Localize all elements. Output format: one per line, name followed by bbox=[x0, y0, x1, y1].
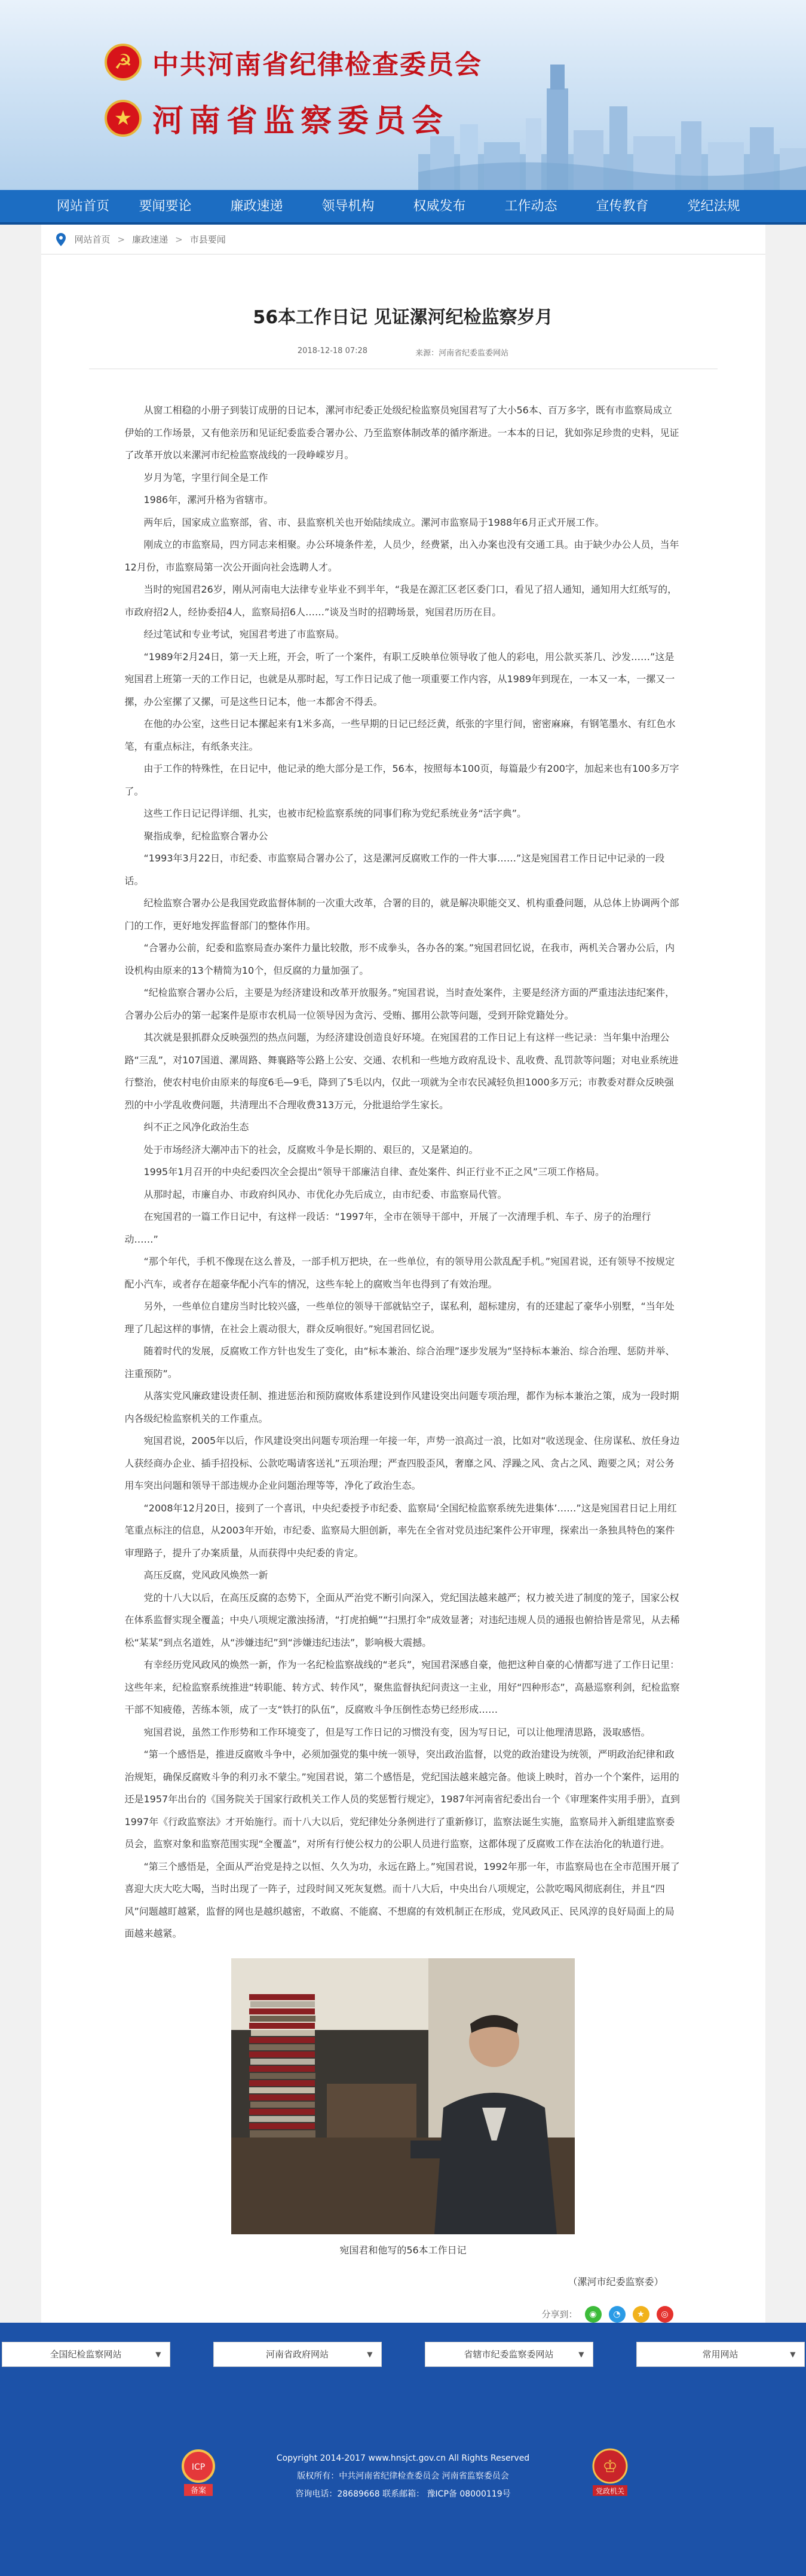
breadcrumb-separator: > bbox=[117, 234, 125, 245]
nav-item-regulations[interactable]: 党纪法规 bbox=[687, 199, 740, 214]
breadcrumb-home[interactable]: 网站首页 bbox=[74, 234, 111, 245]
location-pin-icon bbox=[56, 233, 66, 246]
nav-item-express[interactable]: 廉政速递 bbox=[230, 199, 283, 214]
svg-text:ICP: ICP bbox=[191, 2462, 206, 2472]
article-paragraph: “1989年2月24日，第一天上班，开会，听了一个案件，有职工反映单位领导收了他人的彩电，用公款买茶几、沙发……”这是宛国君上班第一天的工作日记，也就是从那时起，写工作日记成了他一项重要工作内容，从1989年到现在，一本又一本，一摞又一摞，办公室摞了又摞，可是这些日记本，他一本都舍不得丢。 bbox=[124, 651, 675, 707]
article-paragraph: 从那时起，市廉自办、市政府纠风办、市优化办先后成立，由市纪委、市监察局代管。 bbox=[143, 1188, 507, 1200]
article-title: 56本工作日记 见证漯河纪检监察岁月 bbox=[253, 307, 553, 328]
article-paragraph: 由于工作的特殊性，在日记中，他记录的绝大部分是工作，56本，按照每本100页，每篇最少有200字，加起来也有100多万字了。 bbox=[124, 763, 679, 797]
select-common-sites[interactable] bbox=[636, 2342, 805, 2367]
article-paragraph: 处于市场经济大潮冲击下的社会，反腐败斗争是长期的、艰巨的，又是紧迫的。 bbox=[143, 1143, 479, 1155]
share-label: 分享到： bbox=[541, 2309, 578, 2320]
site-title-supervision: 河南省监察委员会 bbox=[152, 103, 449, 139]
article-paragraph: 1986年，漯河升格为省辖市。 bbox=[143, 494, 274, 505]
article-paragraph: 从窗工相稳的小册子到装订成册的日记本，漯河市纪委正处级纪检监察员宛国君写了大小56本、百万多字，既有市监察局成立伊始的工作场景，又有他亲历和见证纪委监委合署办公、乃至监察体制改革的循序渐进。一本本的日记，犹如弥足珍贵的史料，见证了改革开放以来漯河市纪检监察战线的一段峥嵘岁月。 bbox=[124, 404, 679, 461]
select-city-sites[interactable] bbox=[425, 2342, 593, 2367]
article-paragraph: 岁月为笔，字里行间全是工作 bbox=[143, 471, 268, 483]
article-paragraph: 宛国君说，2005年以后，作风建设突出问题专项治理一年接一年，声势一浪高过一浪，比如对“收送现金、住房谋私、放任身边人获经商办企业、插手招投标、公款吃喝请客送礼”五项治理；严查四股歪风，奢靡之风、浮躁之风、贪占之风、跑要之风；对公务用车突出问题和领导干部违规办企业问题治理等等，净化了政治生态。 bbox=[124, 1435, 680, 1491]
qq-share-icon[interactable]: ◔ bbox=[609, 2306, 626, 2323]
wechat-share-icon[interactable]: ◉ bbox=[585, 2306, 602, 2323]
article-credit: （漯河市纪委监察委） bbox=[568, 2276, 664, 2287]
breadcrumb-separator: > bbox=[175, 234, 183, 245]
qzone-share-icon[interactable]: ★ bbox=[633, 2306, 649, 2323]
article-paragraph: 这些工作日记记得详细、扎实，也被市纪检监察系统的同事们称为党纪系统业务“活字典”。 bbox=[143, 808, 527, 819]
article-body bbox=[41, 369, 765, 1945]
chevron-down-icon: ▼ bbox=[790, 2350, 796, 2359]
article-source: 来源：河南省纪委监委网站 bbox=[415, 349, 509, 358]
nav-item-work[interactable]: 工作动态 bbox=[504, 199, 557, 214]
select-label: 常用网站 bbox=[702, 2349, 738, 2360]
nav-item-home[interactable]: 网站首页 bbox=[56, 199, 109, 214]
article-paragraph: 其次就是狠抓群众反映强烈的热点问题，为经济建设创造良好环境。在宛国君的工作日记上有这样一些记录：当年集中治理公路“三乱”，对107国道、漯周路、舞襄路等公路上公安、交通、农机和一些地方政府乱设卡、乱收费、乱罚款等问题；对电业系统进行整治，使农村电价由原来的每度6毛—9毛，降到了5毛以内，仅此一项就为全市农民减轻负担1000多万元；市教委对群众反映强烈的中小学乱收费问题，共清理出不合理收费313万元，分批退给学生家长。 bbox=[124, 1032, 679, 1111]
nav-item-leaders[interactable]: 领导机构 bbox=[321, 199, 375, 214]
chevron-down-icon: ▼ bbox=[367, 2350, 373, 2359]
breadcrumb-current[interactable]: 市县要闻 bbox=[189, 234, 226, 245]
article-paragraph: 聚指成拳，纪检监察合署办公 bbox=[143, 830, 268, 842]
main-content bbox=[41, 225, 765, 2323]
main-nav bbox=[0, 190, 806, 225]
article-photo bbox=[231, 1958, 575, 2234]
chevron-down-icon: ▼ bbox=[155, 2350, 161, 2359]
article-paragraph: 另外，一些单位自建房当时比较兴盛，一些单位的领导干部就钻空子，谋私利，超标建房，有的还建起了豪华小别墅，“当年处理了几起这样的事情，在社会上震动很大，群众反响很好。”宛国君回忆说。 bbox=[124, 1301, 675, 1335]
article-paragraph: 纪检监察合署办公是我国党政监督体制的一次重大改革，合署的目的，就是解决职能交叉、机构重叠问题，从总体上协调两个部门的工作，更好地发挥监督部门的整体作用。 bbox=[124, 897, 679, 931]
nav-item-education[interactable]: 宣传教育 bbox=[596, 199, 649, 214]
article-paragraph: 两年后，国家成立监察部，省、市、县监察机关也开始陆续成立。漯河市监察局于1988年6月正式开展工作。 bbox=[143, 516, 605, 528]
copyright-text: Copyright 2014-2017 www.hnsjct.gov.cn All Rights Reserved bbox=[276, 2453, 530, 2463]
article-paragraph: 从落实党风廉政建设责任制、推进惩治和预防腐败体系建设到作风建设突出问题专项治理，都作为标本兼治之策，成为一段时期内各级纪检监察机关的工作重点。 bbox=[124, 1390, 679, 1424]
chevron-down-icon: ▼ bbox=[578, 2350, 584, 2359]
article-paragraph: 当时的宛国君26岁，刚从河南电大法律专业毕业不到半年，“我是在源汇区老区委门口，看见了招人通知，通知用大红纸写的，市政府招2人，经协委招4人，监察局招6人……”谈及当时的招聘场景，宛国君历历在目。 bbox=[124, 584, 678, 618]
article-paragraph: 1995年1月召开的中央纪委四次全会提出“领导干部廉洁自律、查处案件、纠正行业不正之风”三项工作格局。 bbox=[143, 1166, 605, 1177]
article-paragraph: “合署办公前，纪委和监察局查办案件力量比较散，形不成拳头，各办各的案。”宛国君回忆说，在我市，两机关合署办公后，内设机构由原来的13个精简为10个，但反腐的力量加强了。 bbox=[124, 942, 675, 976]
photo-caption: 宛国君和他写的56本工作日记 bbox=[339, 2244, 467, 2256]
select-province-sites[interactable] bbox=[213, 2342, 382, 2367]
site-title-party: 中共河南省纪律检查委员会 bbox=[152, 50, 482, 80]
article-paragraph: 高压反腐，党风政风焕然一新 bbox=[143, 1569, 268, 1581]
article-date: 2018-12-18 07:28 bbox=[297, 346, 368, 355]
breadcrumb bbox=[41, 225, 765, 254]
select-label: 全国纪检监察网站 bbox=[50, 2349, 122, 2360]
article-paragraph: 随着时代的发展，反腐败工作方针也发生了变化，由“标本兼治、综合治理”逐步发展为“坚持标本兼治、综合治理、惩防并举、注重预防”。 bbox=[124, 1345, 675, 1379]
footer-info bbox=[0, 2449, 806, 2503]
article-paragraph: 纠不正之风净化政治生态 bbox=[143, 1121, 249, 1133]
national-emblem-icon: ★ bbox=[105, 100, 142, 137]
share-bar bbox=[41, 2306, 765, 2323]
weibo-share-icon[interactable]: ◎ bbox=[657, 2306, 673, 2323]
nav-item-news[interactable]: 要闻要论 bbox=[139, 199, 192, 214]
article-paragraph: “第三个感悟是，全面从严治党是持之以恒、久久为功，永远在路上。”宛国君说，1992年那一年，市监察局也在全市范围开展了喜迎大庆大吃大喝，当时出现了一阵子，过段时间又死灰复燃。而十八大后，中央出台八项规定，公款吃喝风彻底刹住，并且“四风”问题越盯越紧，监督的网也是越织越密，不敢腐、不能腐、不想腐的有效机制正在形成，党风政风正、民风淳的良好局面上的局面越来越紧。 bbox=[124, 1860, 680, 1939]
article-meta bbox=[41, 346, 765, 358]
article-paragraph: “2008年12月20日，接到了一个喜讯，中央纪委授予市纪委、监察局‘全国纪检监察系统先进集体’……”这是宛国君日记上用红笔重点标注的信息，从2003年开始，市纪委、监察局大胆创新，率先在全省对党员违纪案件公开审理，探索出一条独具特色的案件审理路子，提升了办案质量，从而获得中央纪委的肯定。 bbox=[124, 1502, 677, 1559]
contact-text: 咨询电话：28689668 联系邮箱： 豫ICP备 08000119号 bbox=[295, 2489, 511, 2499]
select-label: 河南省政府网站 bbox=[265, 2349, 329, 2360]
article-paragraph: 党的十八大以后，在高压反腐的态势下，全面从严治党不断引向深入，党纪国法越来越严；权力被关进了制度的笼子，国家公权在体系监督实现全覆盖；中央八项规定激浊扬清，“打虎拍蝇”“扫黑打伞”成效显著；对违纪违规人员的通报也俯拾皆是常见，从去稀松“某某”到点名道姓，从“涉嫌违纪”到“涉嫌违纪违法”，影响极大震撼。 bbox=[124, 1591, 680, 1648]
svg-text:♔: ♔ bbox=[602, 2456, 618, 2476]
article-paragraph: 刚成立的市监察局，四方同志来相聚。办公环境条件差，人员少，经费紧，出入办案也没有交通工具。由于缺少办公人员，当年12月份，市监察局第一次公开面向社会选聘人才。 bbox=[124, 539, 679, 573]
nav-item-releases[interactable]: 权威发布 bbox=[413, 199, 466, 214]
article-paragraph: “那个年代，手机不像现在这么普及，一部手机万把块，在一些单位，有的领导用公款乱配手机。”宛国君说，还有领导不按规定配小汽车，或者存在超豪华配小汽车的情况，这些车轮上的腐败当年也得到了有效治理。 bbox=[124, 1256, 675, 1290]
site-footer bbox=[0, 2323, 806, 2576]
breadcrumb-category[interactable]: 廉政速递 bbox=[132, 234, 168, 245]
article-paragraph: 经过笔试和专业考试，宛国君考进了市监察局。 bbox=[143, 628, 345, 640]
article-paragraph: 在宛国君的一篇工作日记中，有这样一段话：“1997年，全市在领导干部中，开展了一次清理手机、车子、房子的治理行动……” bbox=[124, 1211, 651, 1245]
article-paragraph: 在他的办公室，这些日记本摞起来有1米多高，一些早期的日记已经泛黄，纸张的字里行间，密密麻麻，有钢笔墨水、有红色水笔，有重点标注，有纸条夹注。 bbox=[124, 718, 676, 752]
party-emblem-icon: ☭ bbox=[105, 44, 142, 81]
article-paragraph: 有幸经历党风政风的焕然一新，作为一名纪检监察战线的“老兵”，宛国君深感自豪，他把这种自豪的心情都写进了工作日记里：这些年来，纪检监察系统推进“转职能、转方式、转作风”，聚焦监督执纪问责这一主业，用好“四种形态”，高悬巡察利剑，纪检监察干部不知疲倦，苦练本领，成了一支“铁打的队伍”，反腐败斗争压倒性态势已经形成…… bbox=[124, 1659, 680, 1715]
article-paragraph: “1993年3月22日，市纪委、市监察局合署办公了，这是漯河反腐败工作的一件大事……”这是宛国君工作日记中记录的一段话。 bbox=[124, 852, 665, 887]
article-paragraph: “第一个感悟是，推进反腐败斗争中，必须加强党的集中统一领导，突出政治监督，以党的政治建设为统领，严明政治纪律和政治规矩，确保反腐败斗争的利刃永不蒙尘。”宛国君说，第二个感悟是，党纪国法越来越完备。他谈上映时，首办一个个案件，运用的还是1957年出台的《国务院关于国家行政机关工作人员的奖惩暂行规定》，1987年河南省纪委出台一个《审理案件实用手册》，直到1997年《行政监察法》才开始施行。而十八大以后，党纪律处分条例进行了重新修订，监察法诞生实施，监察局并入新组建监察委员会，监察对象和监察范围实现“全覆盖”，对所有行使公权力的公职人员进行监察，这都体现了反腐败工作在法治化的轨道行进。 bbox=[124, 1749, 680, 1850]
city-skyline-image bbox=[418, 65, 806, 190]
select-national-sites[interactable] bbox=[2, 2342, 170, 2367]
article-paragraph: 宛国君说，虽然工作形势和工作环境变了，但是写工作日记的习惯没有变，因为写日记，可以让他理清思路，汲取感悟。 bbox=[143, 1726, 651, 1738]
site-header bbox=[0, 0, 806, 190]
icp-badge-label: 备案 bbox=[190, 2486, 207, 2495]
article-paragraph: “纪检监察合署办公后，主要是为经济建设和改革开放服务。”宛国君说，当时查处案件，主要是经济方面的严重违法违纪案件，合署办公后办的第一起案件是原市农机局一位领导因为贪污、受贿、挪用公款等问题，受到开除党籍处分。 bbox=[124, 987, 675, 1021]
sponsor-text: 版权所有：中共河南省纪律检查委员会 河南省监察委员会 bbox=[297, 2471, 509, 2481]
government-badge-label: 党政机关 bbox=[595, 2486, 625, 2495]
select-label: 省辖市纪委监察委网站 bbox=[464, 2349, 554, 2360]
article-figure bbox=[231, 1958, 575, 2256]
